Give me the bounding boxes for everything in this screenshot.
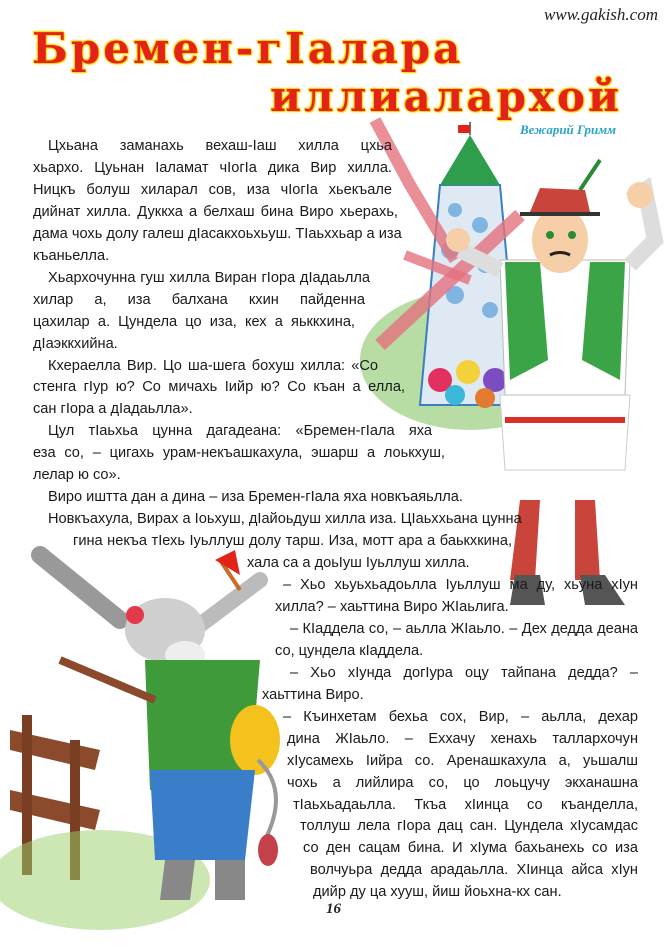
story-line: Хьархочунна гуш хилла Виран гIора дIадаьлла (48, 269, 370, 286)
story-line: Новкъахула, Вирах а Iоьхуш, дIайоьдуш хилла иза. ЦIаьххьана цунна (48, 511, 522, 528)
donkey-illustration (0, 550, 280, 930)
story-line: Виро иштта дан а дина – иза Бремен-гIала яха новкъаяьлла. (48, 489, 463, 506)
story-line: волчуьра дедда арадаьлла. ХIинца айса хIун (310, 862, 638, 879)
story-line: тIаьхьадаьлла. Ткъа хIинца со къанделла, (293, 796, 638, 813)
story-line: хала са а доьIуш Iуьллуш хилла. (247, 555, 470, 572)
story-line: дийр ду ца хууш, йиш йоьхна-кх сан. (313, 884, 562, 901)
story-line: дийнат хилла. Дуккха а белхаш бина Виро хьерахь, (33, 203, 398, 220)
story-line: хаьттина Виро. (262, 686, 364, 703)
story-line: стенга гIур ю? Со мичахь Iийр ю? Со къан а елла, (33, 379, 405, 396)
story-line: Кхераелла Вир. Цо ша-шега бохуш хилла: «Со (48, 357, 378, 374)
story-line: Цхьана заманахь вехаш-Iаш хилла цхьа (48, 138, 392, 154)
story-line: со, цундела кIаддела. (275, 642, 424, 659)
story-line: дIаэккхийна. (33, 335, 118, 352)
story-line: толлуш лела гIора дац сан. Цундела хIусамдас (300, 818, 638, 835)
story-line: еза со, – цигахь урам-некъашкахула, эшарш а лоькхуш, (33, 445, 445, 462)
story-line: – Хьо хIунда догIура оцу тайпана дедда? – (290, 664, 638, 681)
title-line-1: Бремен-гIалара (32, 24, 464, 73)
story-line: дама чохь долу галеш дIасакхоьхьуш. ТIаьххьар а иза (33, 225, 402, 242)
story-line: хилла? – хаьттина Виро ЖIаьлига. (275, 598, 509, 615)
page-number: 16 (326, 901, 341, 917)
story-line: сан гIора а дIадаьлла». (33, 401, 193, 418)
story-line: – Хьо хьуьхьадоьлла Iуьллуш ма ду, хьуна хIун (283, 577, 638, 593)
story-line: – КIаддела со, – аьлла ЖIаьло. – Дех дедда деана (290, 620, 638, 637)
story-line: Ницкъ болуш хиларал сов, иза чIогIа хьекъале (33, 181, 392, 198)
story-line: къаньелла. (33, 247, 110, 264)
story-line: Цул тIаьхьа цунна дагадеана: «Бремен-гIала яха (48, 423, 432, 440)
story-line: чохь а лийлира со, цо лоьцучу экханашна (287, 774, 638, 791)
story-line: хьархо. Цуьнан Iаламат чIогIа дика Вир хилла. (33, 159, 392, 176)
author-name: Вежарий Гримм (520, 122, 617, 137)
story-line: хилар а, иза балхана кхин пайденна (33, 291, 365, 308)
story-line: лелар ю со». (33, 467, 121, 484)
story-line: дина ЖIаьло. – Еххачу хенахь таллархочун (287, 730, 638, 747)
website-url: www.gakish.com (544, 5, 658, 24)
story-line: – Къинхетам бехьа сох, Вир, – аьлла, дехар (283, 708, 638, 725)
title-line-2: иллиалархой (270, 72, 623, 121)
story-line: гина некъа тIехь Iуьллуш долу тарш. Иза, мотт ара а баькхкина, (73, 533, 512, 550)
story-line: хIусамехь Iийра со. Аренашкахула а, уьшалш (287, 752, 638, 769)
story-line: со ден сацам бина. И хIума бахьанехь со иза (303, 840, 638, 857)
story-line: цахилар а. Цундела цо иза, кех а яьккхина, (33, 313, 355, 330)
